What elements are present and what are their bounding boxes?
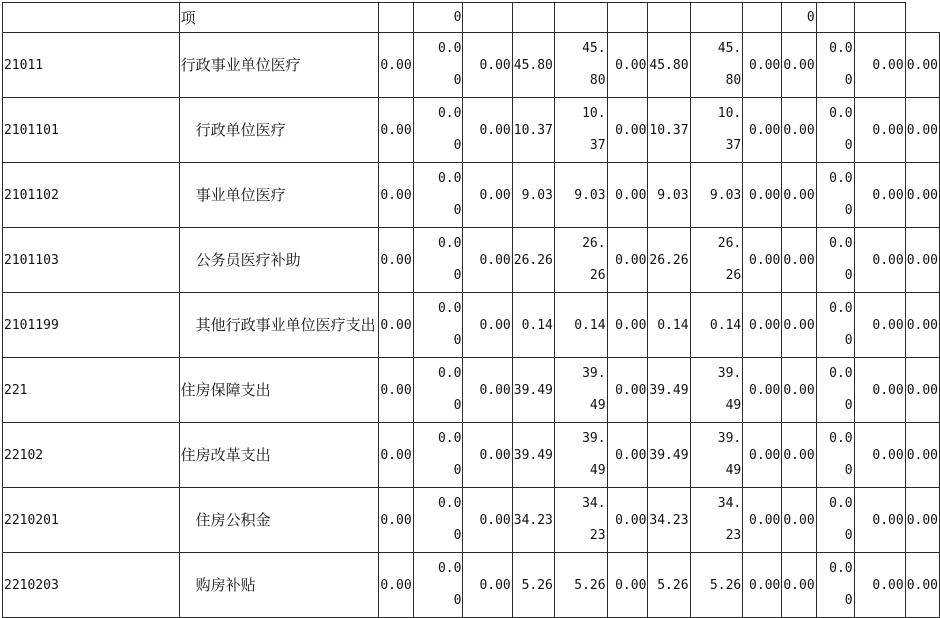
value-cell: 0.00 (743, 163, 782, 228)
value-cell: 9.03 (690, 163, 743, 228)
name-cell: 购房补贴 (179, 553, 379, 618)
name-cell: 事业单位医疗 (179, 163, 379, 228)
value-cell: 0.00 (743, 293, 782, 358)
value-cell: 0.0 0 (413, 98, 463, 163)
value-cell: 0.00 (607, 98, 648, 163)
value-cell: 0.0 0 (816, 358, 854, 423)
value-cell: 0.00 (379, 228, 413, 293)
value-cell: 0.00 (854, 553, 905, 618)
value-cell: 0.00 (743, 358, 782, 423)
table-row (3, 98, 940, 163)
value-cell: 0.0 0 (413, 33, 463, 98)
value-cell: 0.14 (554, 293, 607, 358)
value-cell: 0.00 (379, 553, 413, 618)
value-cell: 0.00 (463, 423, 512, 488)
value-cell: 5.26 (512, 553, 554, 618)
value-cell (743, 3, 782, 33)
value-cell: 0.00 (463, 228, 512, 293)
value-cell: 5.26 (690, 553, 743, 618)
value-cell: 0.0 0 (816, 228, 854, 293)
value-cell: 0.00 (743, 98, 782, 163)
value-cell: 0.00 (905, 293, 939, 358)
value-cell: 39.49 (512, 358, 554, 423)
value-cell: 0.00 (743, 33, 782, 98)
value-cell: 0.0 0 (816, 33, 854, 98)
value-cell: 0.00 (782, 553, 816, 618)
value-cell: 0.00 (905, 358, 939, 423)
value-cell: 10. 37 (690, 98, 743, 163)
value-cell: 0.00 (905, 163, 939, 228)
value-cell: 0.00 (782, 98, 816, 163)
value-cell: 0.00 (854, 33, 905, 98)
value-cell: 0.00 (782, 488, 816, 553)
value-cell: 0.00 (905, 423, 939, 488)
value-cell: 0.00 (607, 33, 648, 98)
value-cell: 0.00 (607, 293, 648, 358)
value-cell: 0.0 0 (816, 163, 854, 228)
value-cell: 0.00 (607, 358, 648, 423)
value-cell: 0.00 (463, 488, 512, 553)
table-body (3, 3, 940, 618)
value-cell: 0.00 (854, 98, 905, 163)
value-cell: 0.0 0 (413, 553, 463, 618)
value-cell: 39. 49 (554, 358, 607, 423)
value-cell: 0.00 (607, 553, 648, 618)
value-cell: 10.37 (512, 98, 554, 163)
value-cell: 34. 23 (554, 488, 607, 553)
value-cell: 0.00 (607, 423, 648, 488)
value-cell: 0.00 (743, 488, 782, 553)
value-cell: 0.0 0 (816, 553, 854, 618)
code-cell: 2101199 (3, 293, 180, 358)
value-cell: 0.0 0 (413, 423, 463, 488)
value-cell (512, 3, 554, 33)
value-cell: 26.26 (512, 228, 554, 293)
value-cell: 0.00 (379, 358, 413, 423)
value-cell: 0.00 (905, 488, 939, 553)
value-cell: 26.26 (648, 228, 690, 293)
value-cell: 34.23 (512, 488, 554, 553)
value-cell: 0.0 0 (413, 228, 463, 293)
value-cell (690, 3, 743, 33)
budget-table (2, 2, 940, 618)
table-row (3, 293, 940, 358)
table-row (3, 228, 940, 293)
value-cell: 9.03 (648, 163, 690, 228)
name-cell: 其他行政事业单位医疗支出 (179, 293, 379, 358)
table-row (3, 423, 940, 488)
value-cell: 0.14 (512, 293, 554, 358)
value-cell: 0.00 (743, 553, 782, 618)
value-cell: 0.00 (854, 293, 905, 358)
value-cell: 0.0 0 (816, 488, 854, 553)
value-cell: 39. 49 (690, 423, 743, 488)
name-cell: 公务员医疗补助 (179, 228, 379, 293)
value-cell: 0.00 (782, 293, 816, 358)
value-cell: 0.00 (607, 488, 648, 553)
value-cell: 0.00 (905, 33, 939, 98)
value-cell: 0.00 (463, 163, 512, 228)
value-cell: 0.00 (854, 423, 905, 488)
value-cell: 0 (413, 3, 463, 33)
value-cell: 0.00 (905, 98, 939, 163)
value-cell: 0.00 (379, 423, 413, 488)
value-cell: 0.00 (782, 358, 816, 423)
code-cell: 22102 (3, 423, 180, 488)
value-cell: 0.00 (854, 228, 905, 293)
table-row (3, 488, 940, 553)
table-row (3, 553, 940, 618)
value-cell: 0.00 (743, 423, 782, 488)
name-cell: 行政事业单位医疗 (179, 33, 379, 98)
value-cell: 0.00 (463, 98, 512, 163)
value-cell: 0.00 (782, 228, 816, 293)
value-cell: 0.00 (379, 98, 413, 163)
value-cell: 0.0 0 (413, 163, 463, 228)
code-cell: 21011 (3, 33, 180, 98)
value-cell: 0.0 0 (413, 488, 463, 553)
value-cell: 0.00 (607, 228, 648, 293)
value-cell: 5.26 (554, 553, 607, 618)
value-cell: 26. 26 (554, 228, 607, 293)
value-cell (554, 3, 607, 33)
value-cell: 10. 37 (554, 98, 607, 163)
value-cell: 0 (782, 3, 816, 33)
value-cell: 34. 23 (690, 488, 743, 553)
table-row (3, 3, 940, 33)
value-cell: 0.00 (379, 488, 413, 553)
value-cell: 0.00 (379, 293, 413, 358)
value-cell: 0.00 (463, 358, 512, 423)
code-cell (3, 3, 180, 33)
value-cell: 5.26 (648, 553, 690, 618)
value-cell: 0.00 (854, 163, 905, 228)
value-cell: 39. 49 (690, 358, 743, 423)
value-cell: 0.00 (607, 163, 648, 228)
value-cell: 0.00 (463, 33, 512, 98)
value-cell: 45.80 (512, 33, 554, 98)
value-cell: 0.00 (782, 33, 816, 98)
value-cell (463, 3, 512, 33)
value-cell: 34.23 (648, 488, 690, 553)
value-cell: 0.14 (648, 293, 690, 358)
value-cell: 0.00 (379, 33, 413, 98)
value-cell: 9.03 (512, 163, 554, 228)
code-cell: 2210201 (3, 488, 180, 553)
code-cell: 2101102 (3, 163, 180, 228)
value-cell: 45.80 (648, 33, 690, 98)
name-cell: 住房保障支出 (179, 358, 379, 423)
value-cell: 0.00 (743, 228, 782, 293)
name-cell: 住房公积金 (179, 488, 379, 553)
value-cell: 0.14 (690, 293, 743, 358)
name-cell: 项 (179, 3, 379, 33)
value-cell: 39. 49 (554, 423, 607, 488)
name-cell: 住房改革支出 (179, 423, 379, 488)
value-cell: 0.0 0 (413, 358, 463, 423)
code-cell: 2210203 (3, 553, 180, 618)
value-cell (607, 3, 648, 33)
value-cell: 0.0 0 (816, 98, 854, 163)
code-cell: 2101103 (3, 228, 180, 293)
value-cell: 0.00 (905, 553, 939, 618)
value-cell: 0.0 0 (413, 293, 463, 358)
table-row (3, 33, 940, 98)
table-row (3, 358, 940, 423)
value-cell: 0.00 (854, 358, 905, 423)
code-cell: 2101101 (3, 98, 180, 163)
value-cell: 0.0 0 (816, 423, 854, 488)
value-cell (854, 3, 905, 33)
value-cell: 0.00 (463, 553, 512, 618)
value-cell: 45. 80 (690, 33, 743, 98)
value-cell: 26. 26 (690, 228, 743, 293)
value-cell: 0.00 (463, 293, 512, 358)
value-cell (816, 3, 854, 33)
value-cell: 39.49 (648, 423, 690, 488)
value-cell: 0.00 (782, 423, 816, 488)
code-cell: 221 (3, 358, 180, 423)
value-cell: 39.49 (512, 423, 554, 488)
value-cell: 0.00 (854, 488, 905, 553)
name-cell: 行政单位医疗 (179, 98, 379, 163)
value-cell: 39.49 (648, 358, 690, 423)
value-cell (648, 3, 690, 33)
table-row (3, 163, 940, 228)
value-cell: 0.0 0 (816, 293, 854, 358)
value-cell: 45. 80 (554, 33, 607, 98)
value-cell: 0.00 (905, 228, 939, 293)
value-cell: 10.37 (648, 98, 690, 163)
value-cell (379, 3, 413, 33)
value-cell: 0.00 (782, 163, 816, 228)
value-cell: 9.03 (554, 163, 607, 228)
value-cell: 0.00 (379, 163, 413, 228)
